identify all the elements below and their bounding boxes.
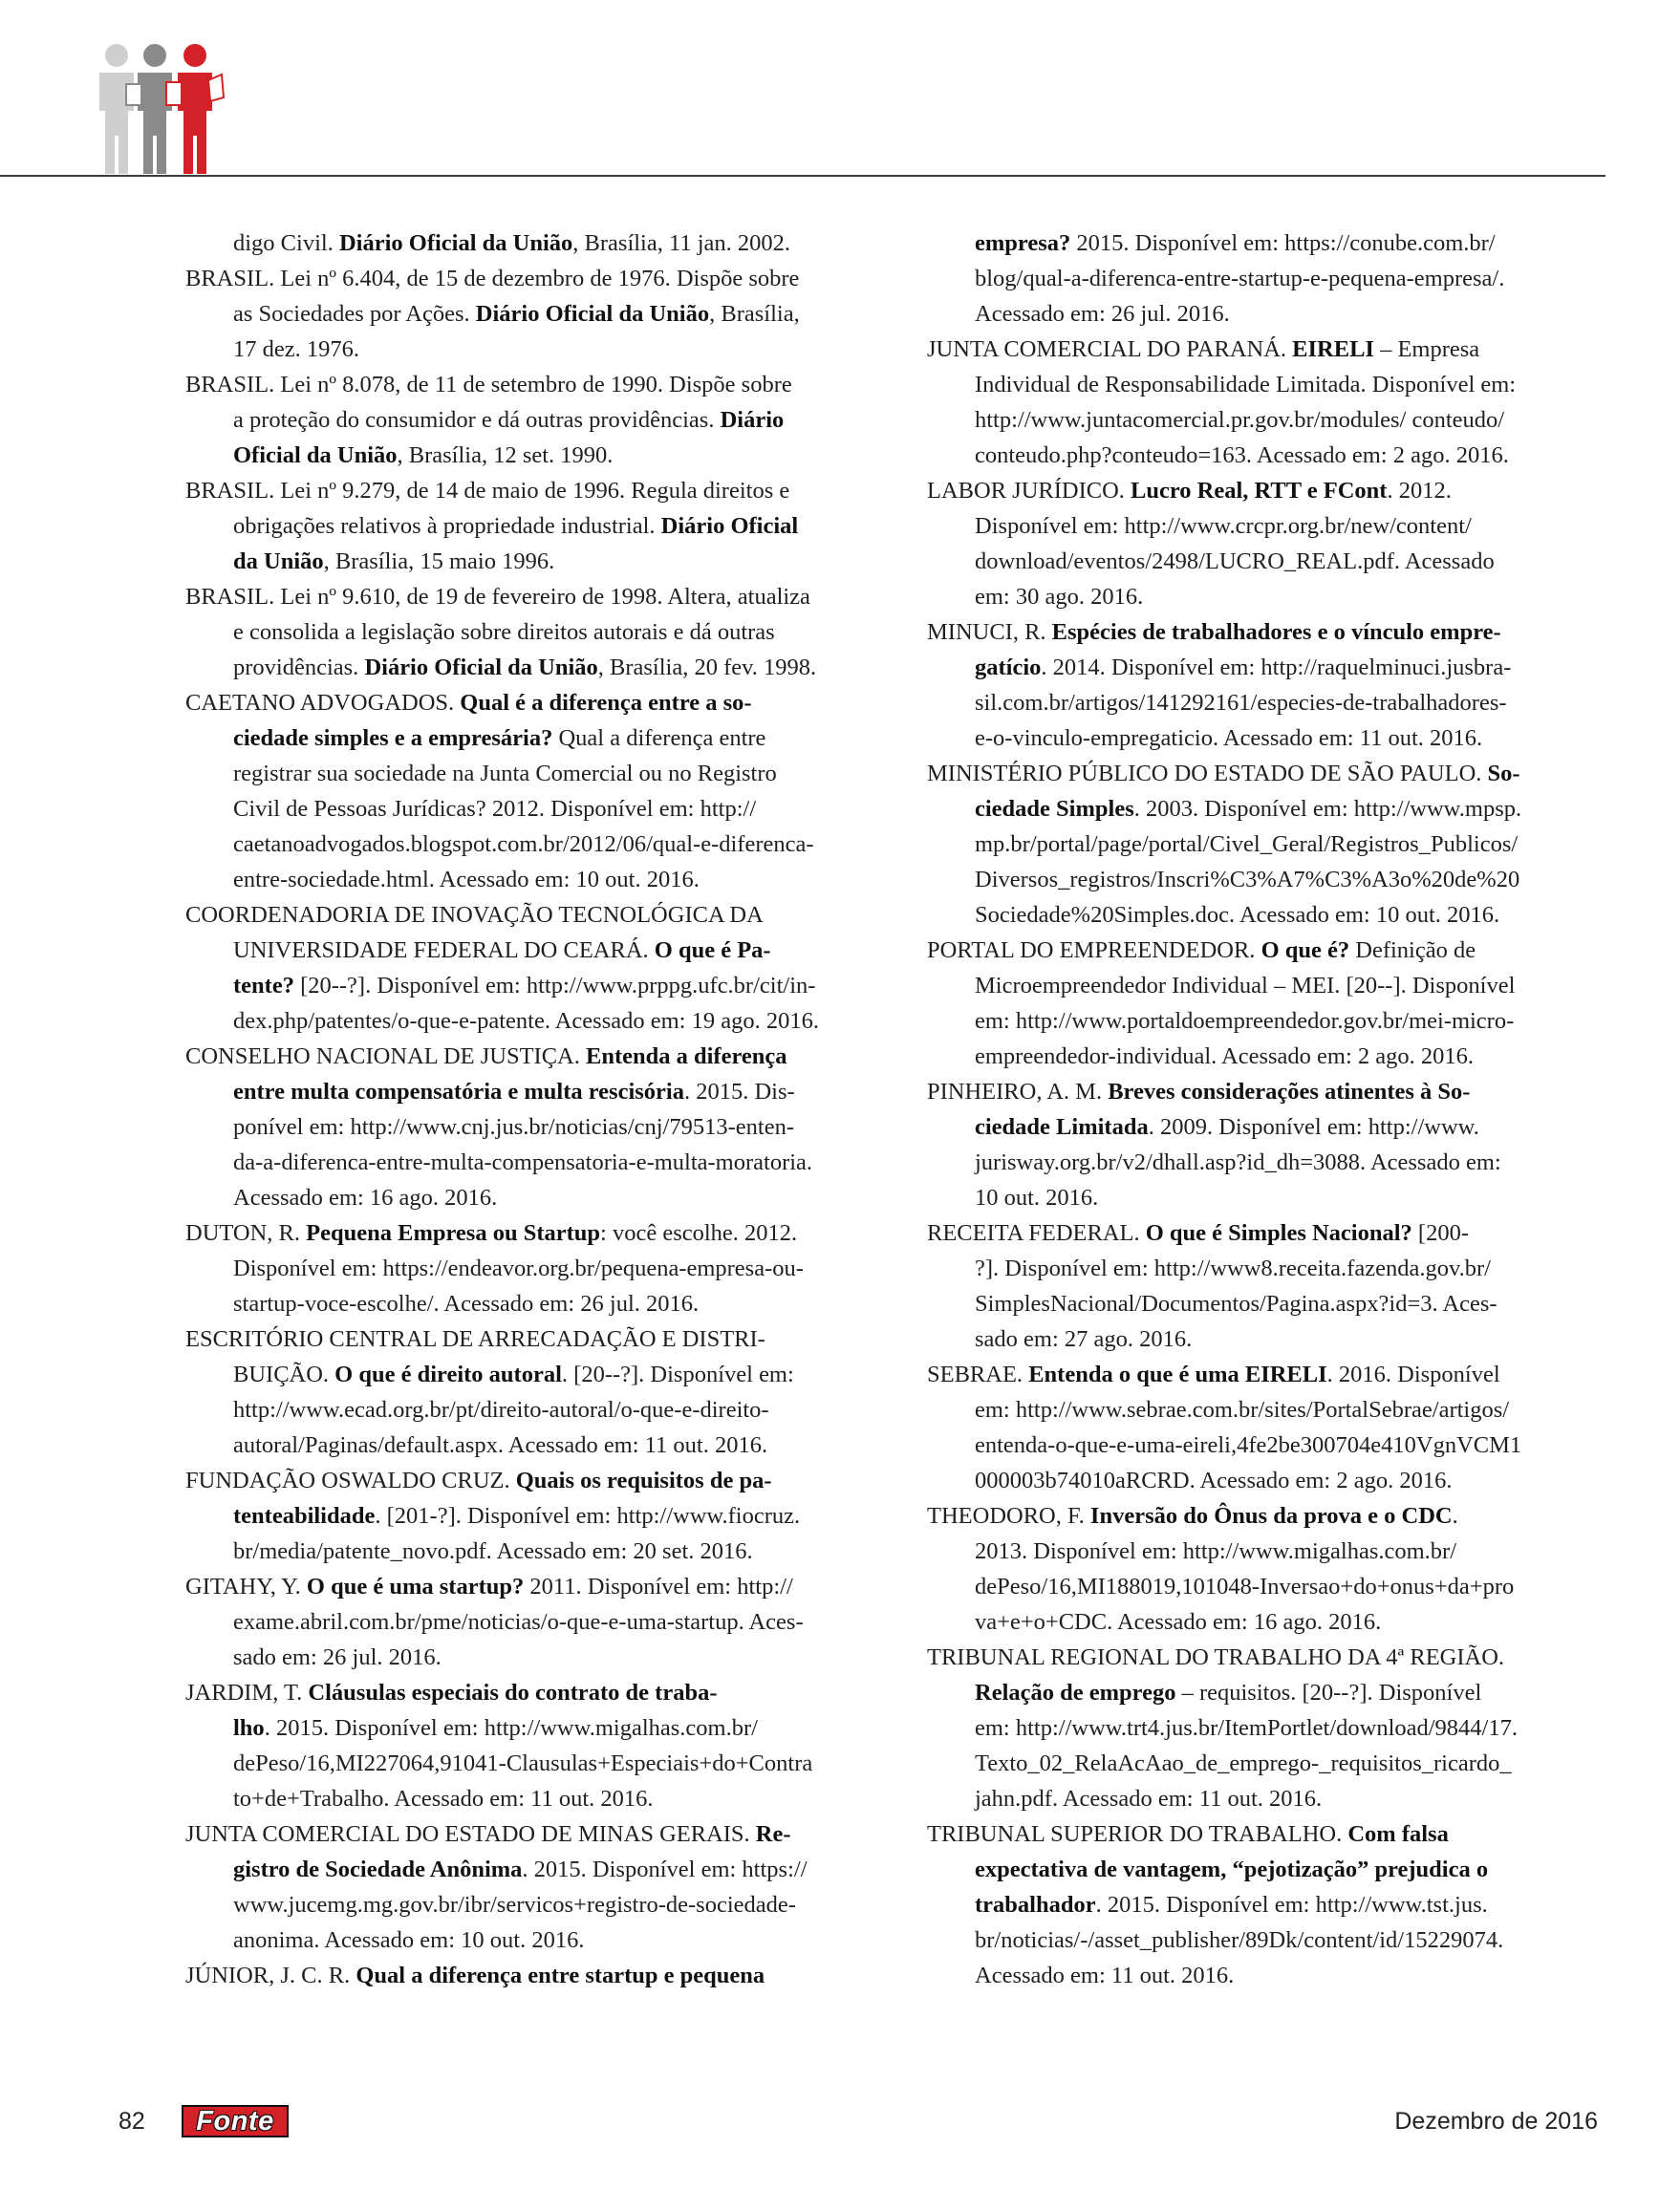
reference-title: Diário Oficial da União bbox=[364, 655, 598, 680]
reference-text: em: http://www.trt4.jus.br/ItemPortlet/download/9844/17. bbox=[975, 1715, 1518, 1741]
reference-line bbox=[927, 1569, 1586, 1604]
reference-line bbox=[927, 225, 1586, 261]
reference-title: O que é direito autoral bbox=[334, 1362, 562, 1387]
reference-line bbox=[185, 579, 879, 614]
reference-text: dex.php/patentes/o-que-e-patente. Acessado em: 19 ago. 2016. bbox=[233, 1008, 819, 1034]
reference-title: tenteabilidade bbox=[233, 1503, 376, 1529]
reference-text: DUTON, R. bbox=[185, 1220, 307, 1246]
reference-text: startup-voce-escolhe/. Acessado em: 26 jul. 2016. bbox=[233, 1291, 700, 1317]
reference-line bbox=[185, 1569, 879, 1604]
reference-text: [200- bbox=[1411, 1220, 1469, 1246]
reference-title: empresa? bbox=[975, 230, 1071, 256]
reference-line bbox=[185, 261, 879, 296]
reference-line bbox=[927, 720, 1586, 756]
reference-text: Civil de Pessoas Jurídicas? 2012. Disponível em: http:// bbox=[233, 796, 757, 822]
reference-title: O que é Simples Nacional? bbox=[1145, 1220, 1412, 1246]
issue-date: Dezembro de 2016 bbox=[1394, 2108, 1598, 2135]
reference-line bbox=[185, 1958, 879, 1993]
reference-text: www.jucemg.mg.gov.br/ibr/servicos+registro-de-sociedade- bbox=[233, 1892, 796, 1918]
reference-text: digo Civil. bbox=[233, 230, 339, 256]
reference-text: TRIBUNAL SUPERIOR DO TRABALHO. bbox=[927, 1821, 1348, 1847]
reference-text: sado em: 26 jul. 2016. bbox=[233, 1644, 442, 1670]
reference-text: : você escolhe. 2012. bbox=[600, 1220, 798, 1246]
reference-line bbox=[927, 685, 1586, 720]
reference-text: sil.com.br/artigos/141292161/especies-de-trabalhadores- bbox=[975, 690, 1507, 716]
reference-text: – requisitos. [20--?]. Disponível bbox=[1175, 1680, 1482, 1706]
reference-text: . [20--?]. Disponível em: bbox=[561, 1362, 794, 1387]
reference-text: , Brasília, 12 set. 1990. bbox=[397, 442, 614, 468]
reference-text: . 2003. Disponível em: http://www.mpsp. bbox=[1133, 796, 1522, 822]
reference-text: , Brasília, 15 maio 1996. bbox=[323, 548, 555, 574]
people-figures-icon bbox=[92, 42, 235, 176]
reference-title: expectativa de vantagem, “pejotização” prejudica o bbox=[975, 1857, 1489, 1882]
reference-line bbox=[927, 1286, 1586, 1321]
reference-title: Diário bbox=[720, 407, 785, 433]
reference-line bbox=[185, 1428, 879, 1463]
reference-text: blog/qual-a-diferenca-entre-startup-e-pequena-empresa/. bbox=[975, 266, 1505, 291]
reference-line bbox=[185, 438, 879, 473]
reference-line bbox=[185, 1816, 879, 1852]
reference-line bbox=[185, 827, 879, 862]
reference-text: CAETANO ADVOGADOS. bbox=[185, 690, 461, 716]
reference-line bbox=[927, 1816, 1586, 1852]
reference-line bbox=[185, 1392, 879, 1428]
references-right-column bbox=[927, 225, 1586, 1993]
reference-line bbox=[185, 367, 879, 402]
reference-text: BRASIL. Lei nº 9.279, de 14 de maio de 1996. Regula direitos e bbox=[185, 478, 790, 504]
reference-line bbox=[185, 720, 879, 756]
reference-line bbox=[927, 296, 1586, 332]
reference-text: PORTAL DO EMPREENDEDOR. bbox=[927, 937, 1261, 963]
reference-text: SimplesNacional/Documentos/Pagina.aspx?id=3. Aces- bbox=[975, 1291, 1497, 1317]
reference-text: caetanoadvogados.blogspot.com.br/2012/06/qual-e-diferenca- bbox=[233, 831, 814, 857]
reference-line bbox=[185, 1534, 879, 1569]
reference-title: Qual a diferença entre startup e pequena bbox=[356, 1963, 765, 1988]
reference-text: BUIÇÃO. bbox=[233, 1362, 335, 1387]
reference-line bbox=[927, 862, 1586, 897]
reference-text: THEODORO, F. bbox=[927, 1503, 1090, 1529]
reference-line bbox=[927, 261, 1586, 296]
reference-title: Entenda o que é uma EIRELI bbox=[1028, 1362, 1327, 1387]
reference-text: GITAHY, Y. bbox=[185, 1574, 307, 1600]
page-number: 82 bbox=[118, 2108, 145, 2135]
reference-line bbox=[185, 933, 879, 968]
reference-text: e-o-vinculo-empregaticio. Acessado em: 11 out. 2016. bbox=[975, 725, 1483, 751]
reference-text: br/media/patente_novo.pdf. Acessado em: 20 set. 2016. bbox=[233, 1538, 753, 1564]
reference-title: Entenda a diferença bbox=[586, 1043, 787, 1069]
reference-line bbox=[185, 402, 879, 438]
reference-text: , Brasília, 11 jan. 2002. bbox=[572, 230, 791, 256]
reference-line bbox=[927, 1039, 1586, 1074]
reference-text: 000003b74010aRCRD. Acessado em: 2 ago. 2016. bbox=[975, 1468, 1453, 1493]
reference-text: Microempreendedor Individual – MEI. [20--]. Disponível bbox=[975, 973, 1516, 999]
reference-title: Pequena Empresa ou Startup bbox=[306, 1220, 601, 1246]
reference-text: providências. bbox=[233, 655, 365, 680]
header-rule bbox=[0, 175, 1605, 177]
reference-text: da-a-diferenca-entre-multa-compensatoria-e-multa-moratoria. bbox=[233, 1149, 813, 1175]
reference-line bbox=[185, 1922, 879, 1958]
reference-title: Re- bbox=[755, 1821, 791, 1847]
reference-title: Diário Oficial da União bbox=[475, 301, 710, 327]
reference-line bbox=[927, 968, 1586, 1003]
reference-line bbox=[185, 1463, 879, 1498]
reference-text: COORDENADORIA DE INOVAÇÃO TECNOLÓGICA DA bbox=[185, 902, 764, 928]
reference-line bbox=[927, 473, 1586, 508]
reference-line bbox=[185, 1357, 879, 1392]
reference-text: UNIVERSIDADE FEDERAL DO CEARÁ. bbox=[233, 937, 655, 963]
reference-line bbox=[927, 1145, 1586, 1180]
reference-title: ciedade simples e a empresária? bbox=[233, 725, 553, 751]
brand-logo: Fonte bbox=[182, 2105, 289, 2137]
reference-text: Acessado em: 16 ago. 2016. bbox=[233, 1185, 498, 1211]
reference-line bbox=[927, 1958, 1586, 1993]
reference-line bbox=[185, 473, 879, 508]
reference-text: dePeso/16,MI227064,91041-Clausulas+Especiais+do+Contra bbox=[233, 1750, 813, 1776]
reference-line bbox=[185, 614, 879, 650]
reference-line bbox=[185, 1251, 879, 1286]
reference-text: JÚNIOR, J. C. R. bbox=[185, 1963, 356, 1988]
reference-text: . 2009. Disponível em: http://www. bbox=[1148, 1114, 1479, 1140]
reference-line bbox=[927, 1357, 1586, 1392]
reference-line bbox=[185, 544, 879, 579]
reference-title: gatício bbox=[975, 655, 1042, 680]
reference-line bbox=[927, 402, 1586, 438]
reference-title: So- bbox=[1487, 761, 1520, 786]
reference-text: em: 30 ago. 2016. bbox=[975, 584, 1144, 610]
reference-text: JUNTA COMERCIAL DO PARANÁ. bbox=[927, 336, 1293, 362]
reference-title: tente? bbox=[233, 973, 294, 999]
reference-text: [20--?]. Disponível em: http://www.prppg.ufc.br/cit/in- bbox=[293, 973, 816, 999]
reference-text: LABOR JURÍDICO. bbox=[927, 478, 1131, 504]
reference-line bbox=[185, 1781, 879, 1816]
reference-line bbox=[927, 1109, 1586, 1145]
reference-text: , Brasília, 20 fev. 1998. bbox=[597, 655, 817, 680]
reference-text: . 2016. Disponível bbox=[1326, 1362, 1500, 1387]
reference-text: registrar sua sociedade na Junta Comercial ou no Registro bbox=[233, 761, 777, 786]
reference-title: Oficial da União bbox=[233, 442, 398, 468]
reference-text: br/noticias/-/asset_publisher/89Dk/content/id/15229074. bbox=[975, 1927, 1504, 1953]
reference-line bbox=[927, 650, 1586, 685]
reference-line bbox=[927, 827, 1586, 862]
references-left-column bbox=[185, 225, 879, 1993]
reference-line bbox=[185, 332, 879, 367]
reference-line bbox=[927, 1392, 1586, 1428]
reference-text: http://www.ecad.org.br/pt/direito-autoral/o-que-e-direito- bbox=[233, 1397, 769, 1423]
reference-title: Espécies de trabalhadores e o vínculo empre- bbox=[1051, 619, 1501, 645]
reference-line bbox=[927, 791, 1586, 827]
reference-text: autoral/Paginas/default.aspx. Acessado em: 11 out. 2016. bbox=[233, 1432, 768, 1458]
reference-line bbox=[927, 1852, 1586, 1887]
reference-line bbox=[185, 897, 879, 933]
reference-text: ponível em: http://www.cnj.jus.br/noticias/cnj/79513-enten- bbox=[233, 1114, 794, 1140]
reference-text: TRIBUNAL REGIONAL DO TRABALHO DA 4ª REGIÃO. bbox=[927, 1644, 1505, 1670]
reference-text: a proteção do consumidor e dá outras providências. bbox=[233, 407, 721, 433]
reference-text: exame.abril.com.br/pme/noticias/o-que-e-uma-startup. Aces- bbox=[233, 1609, 804, 1635]
reference-text: . 2015. Disponível em: http://www.migalhas.com.br/ bbox=[264, 1715, 758, 1741]
reference-line bbox=[927, 508, 1586, 544]
reference-text: SEBRAE. bbox=[927, 1362, 1029, 1387]
reference-text: . 2015. Disponível em: https:// bbox=[522, 1857, 808, 1882]
reference-text: 2015. Disponível em: https://conube.com.br/ bbox=[1070, 230, 1496, 256]
reference-title: ciedade Simples bbox=[975, 796, 1134, 822]
reference-line bbox=[185, 685, 879, 720]
reference-text: – Empresa bbox=[1373, 336, 1480, 362]
reference-line bbox=[927, 332, 1586, 367]
reference-text: 2013. Disponível em: http://www.migalhas.com.br/ bbox=[975, 1538, 1457, 1564]
reference-text: entenda-o-que-e-uma-eireli,4fe2be300704e410VgnVCM1 bbox=[975, 1432, 1522, 1458]
reference-line bbox=[185, 650, 879, 685]
reference-line bbox=[185, 1710, 879, 1746]
reference-text: Disponível em: http://www.crcpr.org.br/new/content/ bbox=[975, 513, 1472, 539]
reference-title: da União bbox=[233, 548, 324, 574]
reference-text: , Brasília, bbox=[709, 301, 800, 327]
reference-text: as Sociedades por Ações. bbox=[233, 301, 476, 327]
reference-text: . [201-?]. Disponível em: http://www.fiocruz. bbox=[375, 1503, 801, 1529]
reference-text: Individual de Responsabilidade Limitada. Disponível em: bbox=[975, 372, 1517, 397]
reference-title: Diário Oficial bbox=[660, 513, 799, 539]
reference-title: Qual é a diferença entre a so- bbox=[460, 690, 752, 716]
reference-text: BRASIL. Lei nº 8.078, de 11 de setembro de 1990. Dispõe sobre bbox=[185, 372, 792, 397]
reference-line bbox=[927, 544, 1586, 579]
reference-text: jahn.pdf. Acessado em: 11 out. 2016. bbox=[975, 1786, 1323, 1812]
reference-text: BRASIL. Lei nº 6.404, de 15 de dezembro de 1976. Dispõe sobre bbox=[185, 266, 800, 291]
reference-title: Com falsa bbox=[1347, 1821, 1449, 1847]
reference-line bbox=[185, 1109, 879, 1145]
reference-line bbox=[185, 1215, 879, 1251]
reference-title: EIRELI bbox=[1292, 336, 1374, 362]
reference-text: PINHEIRO, A. M. bbox=[927, 1079, 1109, 1105]
reference-line bbox=[185, 1640, 879, 1675]
reference-title: entre multa compensatória e multa rescisória bbox=[233, 1079, 684, 1105]
reference-text: e consolida a legislação sobre direitos autorais e dá outras bbox=[233, 619, 775, 645]
reference-line bbox=[927, 1781, 1586, 1816]
reference-title: Cláusulas especiais do contrato de traba- bbox=[308, 1680, 718, 1706]
reference-line bbox=[185, 1604, 879, 1640]
reference-line bbox=[927, 1498, 1586, 1534]
reference-text: . 2012. bbox=[1387, 478, 1452, 504]
reference-line bbox=[185, 791, 879, 827]
reference-text: download/eventos/2498/LUCRO_REAL.pdf. Acessado bbox=[975, 548, 1495, 574]
reference-text: entre-sociedade.html. Acessado em: 10 out. 2016. bbox=[233, 867, 700, 892]
reference-line bbox=[927, 1215, 1586, 1251]
reference-line bbox=[185, 1180, 879, 1215]
reference-line bbox=[927, 1463, 1586, 1498]
reference-line bbox=[185, 1074, 879, 1109]
reference-line bbox=[927, 1251, 1586, 1286]
reference-text: . 2015. Dis- bbox=[683, 1079, 795, 1105]
reference-line bbox=[927, 438, 1586, 473]
reference-line bbox=[927, 1746, 1586, 1781]
reference-text: anonima. Acessado em: 10 out. 2016. bbox=[233, 1927, 585, 1953]
reference-text: FUNDAÇÃO OSWALDO CRUZ. bbox=[185, 1468, 516, 1493]
reference-text: jurisway.org.br/v2/dhall.asp?id_dh=3088. Acessado em: bbox=[975, 1149, 1501, 1175]
reference-line bbox=[927, 1675, 1586, 1710]
reference-line bbox=[185, 296, 879, 332]
reference-text: empreendedor-individual. Acessado em: 2 ago. 2016. bbox=[975, 1043, 1475, 1069]
reference-text: Texto_02_RelaAcAao_de_emprego-_requisitos_ricardo_ bbox=[975, 1750, 1512, 1776]
reference-line bbox=[185, 1887, 879, 1922]
reference-line bbox=[927, 1180, 1586, 1215]
reference-line bbox=[927, 756, 1586, 791]
reference-line bbox=[927, 1887, 1586, 1922]
reference-line bbox=[185, 1145, 879, 1180]
reference-text: MINISTÉRIO PÚBLICO DO ESTADO DE SÃO PAULO. bbox=[927, 761, 1488, 786]
reference-line bbox=[185, 756, 879, 791]
reference-line bbox=[927, 1321, 1586, 1357]
reference-text: to+de+Trabalho. Acessado em: 11 out. 2016. bbox=[233, 1786, 654, 1812]
reference-line bbox=[927, 1710, 1586, 1746]
reference-line bbox=[927, 614, 1586, 650]
reference-line bbox=[927, 367, 1586, 402]
reference-title: Breves considerações atinentes à So- bbox=[1108, 1079, 1471, 1105]
reference-text: CONSELHO NACIONAL DE JUSTIÇA. bbox=[185, 1043, 586, 1069]
reference-title: Quais os requisitos de pa- bbox=[515, 1468, 772, 1493]
reference-line bbox=[185, 1286, 879, 1321]
reference-line bbox=[185, 1498, 879, 1534]
reference-text: conteudo.php?conteudo=163. Acessado em: 2 ago. 2016. bbox=[975, 442, 1509, 468]
reference-title: gistro de Sociedade Anônima bbox=[233, 1857, 523, 1882]
reference-line bbox=[185, 1852, 879, 1887]
reference-text: 17 dez. 1976. bbox=[233, 336, 359, 362]
reference-text: sado em: 27 ago. 2016. bbox=[975, 1326, 1193, 1352]
reference-text: Acessado em: 11 out. 2016. bbox=[975, 1963, 1235, 1988]
reference-text: em: http://www.portaldoempreendedor.gov.br/mei-micro- bbox=[975, 1008, 1515, 1034]
reference-text: Definição de bbox=[1349, 937, 1476, 963]
reference-line bbox=[185, 1321, 879, 1357]
reference-line bbox=[185, 1675, 879, 1710]
reference-text: 10 out. 2016. bbox=[975, 1185, 1099, 1211]
reference-title: O que é? bbox=[1260, 937, 1350, 963]
reference-title: Inversão do Ônus da prova e o CDC bbox=[1089, 1503, 1453, 1529]
reference-text: . 2015. Disponível em: http://www.tst.jus. bbox=[1095, 1892, 1488, 1918]
reference-text: obrigações relativos à propriedade industrial. bbox=[233, 513, 661, 539]
reference-text: . 2014. Disponível em: http://raquelminuci.jusbra- bbox=[1041, 655, 1512, 680]
reference-line bbox=[927, 1428, 1586, 1463]
reference-line bbox=[927, 1534, 1586, 1569]
reference-title: Lucro Real, RTT e FCont bbox=[1131, 478, 1388, 504]
reference-text: BRASIL. Lei nº 9.610, de 19 de fevereiro de 1998. Altera, atualiza bbox=[185, 584, 810, 610]
reference-title: Relação de emprego bbox=[975, 1680, 1176, 1706]
reference-text: RECEITA FEDERAL. bbox=[927, 1220, 1146, 1246]
reference-line bbox=[927, 1074, 1586, 1109]
reference-text: Qual a diferença entre bbox=[552, 725, 766, 751]
reference-text: ?]. Disponível em: http://www8.receita.fazenda.gov.br/ bbox=[975, 1256, 1491, 1281]
reference-line bbox=[185, 1003, 879, 1039]
reference-line bbox=[927, 1640, 1586, 1675]
reference-line bbox=[927, 897, 1586, 933]
reference-text: em: http://www.sebrae.com.br/sites/PortalSebrae/artigos/ bbox=[975, 1397, 1510, 1423]
reference-text: dePeso/16,MI188019,101048-Inversao+do+onus+da+pro bbox=[975, 1574, 1515, 1600]
reference-title: O que é uma startup? bbox=[306, 1574, 525, 1600]
reference-line bbox=[185, 1039, 879, 1074]
reference-title: O que é Pa- bbox=[654, 937, 771, 963]
reference-text: JUNTA COMERCIAL DO ESTADO DE MINAS GERAIS. bbox=[185, 1821, 756, 1847]
reference-line bbox=[927, 579, 1586, 614]
reference-line bbox=[927, 1003, 1586, 1039]
reference-line bbox=[927, 1922, 1586, 1958]
reference-title: lho bbox=[233, 1715, 265, 1741]
reference-line bbox=[185, 968, 879, 1003]
reference-text: MINUCI, R. bbox=[927, 619, 1052, 645]
reference-text: va+e+o+CDC. Acessado em: 16 ago. 2016. bbox=[975, 1609, 1382, 1635]
reference-text: Disponível em: https://endeavor.org.br/pequena-empresa-ou- bbox=[233, 1256, 804, 1281]
reference-text: Acessado em: 26 jul. 2016. bbox=[975, 301, 1230, 327]
reference-line bbox=[927, 1604, 1586, 1640]
reference-text: 2011. Disponível em: http:// bbox=[524, 1574, 793, 1600]
reference-title: Diário Oficial da União bbox=[338, 230, 573, 256]
reference-text: JARDIM, T. bbox=[185, 1680, 309, 1706]
reference-line bbox=[185, 1746, 879, 1781]
reference-text: . bbox=[1452, 1503, 1458, 1529]
reference-line bbox=[927, 933, 1586, 968]
reference-text: http://www.juntacomercial.pr.gov.br/modules/ conteudo/ bbox=[975, 407, 1505, 433]
reference-title: trabalhador bbox=[975, 1892, 1096, 1918]
reference-line bbox=[185, 225, 879, 261]
reference-text: Diversos_registros/Inscri%C3%A7%C3%A3o%20de%20 bbox=[975, 867, 1520, 892]
reference-text: mp.br/portal/page/portal/Civel_Geral/Registros_Publicos/ bbox=[975, 831, 1519, 857]
reference-text: ESCRITÓRIO CENTRAL DE ARRECADAÇÃO E DISTRI- bbox=[185, 1326, 765, 1352]
reference-line bbox=[185, 508, 879, 544]
reference-line bbox=[185, 862, 879, 897]
reference-text: Sociedade%20Simples.doc. Acessado em: 10 out. 2016. bbox=[975, 902, 1500, 928]
reference-title: ciedade Limitada bbox=[975, 1114, 1149, 1140]
